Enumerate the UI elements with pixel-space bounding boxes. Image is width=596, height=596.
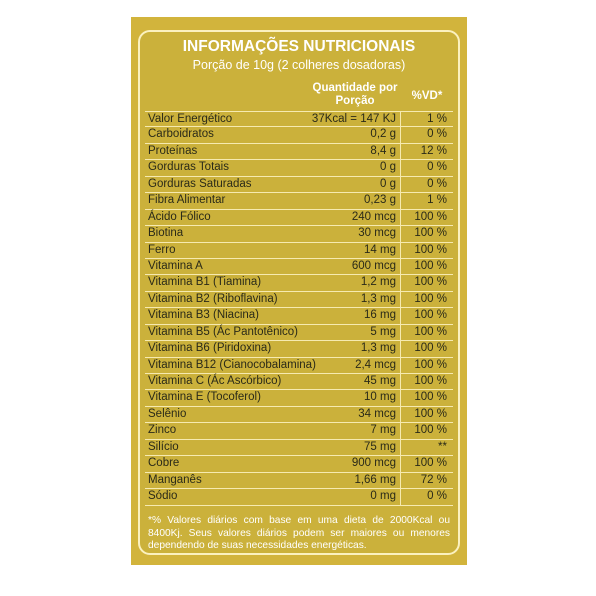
nutrient-name: Valor Energético xyxy=(148,113,233,125)
nutrient-name: Fibra Alimentar xyxy=(148,194,226,207)
nutrient-vd: 1 % xyxy=(427,194,447,207)
nutrient-name: Vitamina E (Tocoferol) xyxy=(148,391,261,404)
nutrient-name: Vitamina A xyxy=(148,259,203,272)
nutrient-name: Vitamina B12 (Cianocobalamina) xyxy=(148,358,316,371)
nutrient-quantity: 1,66 mg xyxy=(354,473,396,486)
nutrient-name: Selênio xyxy=(148,407,187,420)
table-row xyxy=(145,243,453,259)
table-row xyxy=(145,259,453,275)
nutrient-name: Ferro xyxy=(148,243,176,256)
nutrient-quantity: 1,3 mg xyxy=(360,292,396,305)
nutrient-vd: ** xyxy=(438,440,447,453)
nutrient-name: Vitamina B1 (Tiamina) xyxy=(148,276,262,289)
nutrient-quantity: 16 mg xyxy=(364,309,396,322)
nutrient-vd: 100 % xyxy=(414,407,447,420)
table-row xyxy=(145,341,453,357)
nutrient-name: Zinco xyxy=(148,424,177,437)
nutrient-vd: 100 % xyxy=(414,342,447,355)
nutrient-quantity: 1,2 mg xyxy=(360,276,396,289)
nutrient-quantity: 600 mcg xyxy=(351,259,396,272)
nutrient-name: Proteínas xyxy=(148,144,198,157)
nutrient-vd: 0 % xyxy=(427,161,447,174)
nutrient-name: Vitamina B6 (Piridoxina) xyxy=(148,342,272,355)
nutrient-vd: 100 % xyxy=(414,391,447,404)
nutrient-quantity: 45 mg xyxy=(364,375,396,387)
table-row xyxy=(145,374,453,390)
table-row xyxy=(145,275,453,291)
table-row xyxy=(145,144,453,160)
serving-size: Porção de 10g (2 colheres dosadoras) xyxy=(192,58,406,72)
nutrient-quantity: 75 mg xyxy=(364,440,396,453)
nutrient-quantity: 14 mg xyxy=(364,243,396,256)
label-title: INFORMAÇÕES NUTRICIONAIS xyxy=(182,38,416,55)
nutrient-vd: 0 % xyxy=(427,177,447,190)
nutrient-name: Vitamina C (Ác Ascórbico) xyxy=(148,375,282,387)
nutrient-vd: 100 % xyxy=(414,276,447,289)
nutrient-vd: 100 % xyxy=(414,243,447,256)
nutrient-quantity: 34 mcg xyxy=(358,407,396,420)
nutrient-quantity: 0 mg xyxy=(370,490,396,503)
table-row xyxy=(145,308,453,324)
nutrition-table xyxy=(145,111,453,506)
nutrient-vd: 100 % xyxy=(414,375,447,387)
nutrient-vd: 100 % xyxy=(414,457,447,470)
column-divider xyxy=(400,111,401,506)
nutrient-name: Cobre xyxy=(148,457,180,470)
nutrient-quantity: 240 mcg xyxy=(351,210,396,223)
nutrient-name: Gorduras Totais xyxy=(148,161,229,174)
table-row xyxy=(145,193,453,209)
nutrient-vd: 100 % xyxy=(414,424,447,437)
nutrient-name: Manganês xyxy=(148,473,202,486)
table-row xyxy=(145,325,453,341)
table-row xyxy=(145,127,453,143)
nutrient-vd: 0 % xyxy=(427,490,447,503)
nutrient-name: Ácido Fólico xyxy=(148,210,211,223)
table-row xyxy=(145,390,453,406)
nutrient-name: Sódio xyxy=(148,490,178,503)
nutrient-vd: 100 % xyxy=(414,309,447,322)
nutrient-vd: 72 % xyxy=(420,473,447,486)
nutrient-quantity: 30 mcg xyxy=(358,227,396,240)
nutrient-quantity: 0 g xyxy=(380,177,396,190)
table-row xyxy=(145,226,453,242)
nutrient-name: Carboidratos xyxy=(148,128,214,141)
nutrient-name: Vitamina B2 (Riboflavina) xyxy=(148,292,278,305)
table-row xyxy=(145,111,453,127)
table-row xyxy=(145,440,453,456)
column-header-quantity: Quantidade por Porção xyxy=(312,82,398,107)
nutrient-quantity: 2,4 mcg xyxy=(355,358,396,371)
nutrient-quantity: 900 mcg xyxy=(351,457,396,470)
nutrient-vd: 100 % xyxy=(414,358,447,371)
nutrient-quantity: 37Kcal = 147 KJ xyxy=(311,113,396,125)
table-row xyxy=(145,456,453,472)
nutrient-quantity: 10 mg xyxy=(364,391,396,404)
nutrient-vd: 12 % xyxy=(420,144,447,157)
table-row xyxy=(145,210,453,226)
table-row xyxy=(145,292,453,308)
column-header-vd: %VD* xyxy=(411,90,443,102)
nutrient-vd: 1 % xyxy=(427,113,447,125)
table-row xyxy=(145,160,453,176)
nutrient-quantity: 7 mg xyxy=(370,424,396,437)
nutrient-vd: 100 % xyxy=(414,210,447,223)
nutrient-quantity: 8,4 g xyxy=(370,144,396,157)
table-row xyxy=(145,358,453,374)
nutrient-quantity: 0 g xyxy=(380,161,396,174)
nutrient-vd: 100 % xyxy=(414,325,447,338)
nutrient-vd: 0 % xyxy=(427,128,447,141)
nutrient-vd: 100 % xyxy=(414,227,447,240)
nutrient-name: Gorduras Saturadas xyxy=(148,177,252,190)
nutrient-name: Vitamina B3 (Niacina) xyxy=(148,309,260,322)
table-row xyxy=(145,489,453,505)
nutrient-quantity: 5 mg xyxy=(370,325,396,338)
nutrient-vd: 100 % xyxy=(414,259,447,272)
table-row xyxy=(145,423,453,439)
footnote: *% Valores diários com base em uma dieta de 2000Kcal ou 8400Kj. Seus valores diários podem ser maiores ou menores dependendo de suas necessidades energéticas. xyxy=(148,515,450,551)
nutrient-quantity: 1,3 mg xyxy=(360,342,396,355)
nutrient-name: Vitamina B5 (Ác Pantotênico) xyxy=(148,325,299,338)
table-row xyxy=(145,473,453,489)
nutrient-quantity: 0,2 g xyxy=(370,128,396,141)
table-row xyxy=(145,407,453,423)
nutrient-quantity: 0,23 g xyxy=(364,194,396,207)
nutrient-name: Biotina xyxy=(148,227,184,240)
nutrient-vd: 100 % xyxy=(414,292,447,305)
nutrient-name: Silício xyxy=(148,440,179,453)
table-row xyxy=(145,177,453,193)
